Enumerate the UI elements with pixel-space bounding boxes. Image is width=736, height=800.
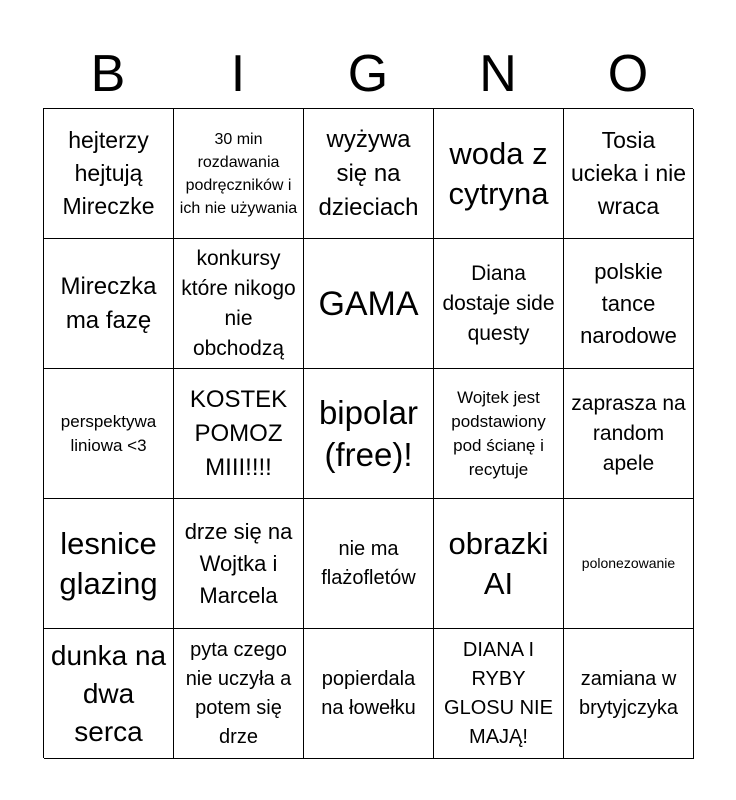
- cell-text: Diana dostaje side questy: [442, 261, 555, 345]
- bingo-cell[interactable]: [434, 499, 564, 629]
- bingo-cell[interactable]: [174, 499, 304, 629]
- cell-text: GAMA: [318, 284, 419, 323]
- cell-text: bipolar (free)!: [318, 393, 419, 473]
- bingo-cell[interactable]: [434, 239, 564, 369]
- cell-text: perspektywa liniowa <3: [60, 411, 157, 455]
- bingo-cell[interactable]: [44, 499, 174, 629]
- cell-text: dunka na dwa serca: [50, 639, 167, 747]
- cell-text: woda z cytryna: [448, 135, 549, 211]
- bingo-cell[interactable]: [564, 629, 694, 759]
- cell-text: Mireczka ma fazę: [60, 272, 157, 334]
- bingo-cell[interactable]: [174, 629, 304, 759]
- bingo-cell[interactable]: [44, 109, 174, 239]
- cell-text: polskie tance narodowe: [580, 258, 677, 348]
- cell-text: popierdala na łowełku: [321, 667, 416, 719]
- cell-text: zaprasza na random apele: [571, 391, 686, 475]
- header-letter-i: I: [230, 45, 246, 103]
- bingo-cell[interactable]: [174, 109, 304, 239]
- bingo-cell[interactable]: [564, 109, 694, 239]
- cell-text: wyżywa się na dzieciach: [318, 125, 419, 221]
- cell-text: Wojtek jest podstawiony pod ścianę i recytuje: [451, 387, 546, 479]
- bingo-cell[interactable]: [434, 629, 564, 759]
- bingo-cell[interactable]: [304, 369, 434, 499]
- bingo-cell[interactable]: [304, 109, 434, 239]
- bingo-cell[interactable]: [44, 629, 174, 759]
- cell-text: Tosia ucieka i nie wraca: [570, 127, 687, 219]
- bingo-cell[interactable]: [564, 499, 694, 629]
- cell-text: obrazki AI: [448, 525, 549, 601]
- cell-text: 30 min rozdawania podręczników i ich nie używania: [179, 130, 298, 217]
- bingo-cell[interactable]: [434, 109, 564, 239]
- header-letter-g: G: [347, 45, 389, 103]
- cell-text: nie ma flażofletów: [321, 537, 416, 589]
- bingo-cell[interactable]: [304, 629, 434, 759]
- bingo-cell[interactable]: [44, 369, 174, 499]
- bingo-cell[interactable]: [44, 239, 174, 369]
- cell-text: KOSTEK POMOZ MIII!!!!: [189, 385, 288, 481]
- header-letter-b: B: [90, 45, 126, 103]
- cell-text: pyta czego nie uczyła a potem się drze: [185, 638, 292, 748]
- bingo-header: [43, 40, 693, 108]
- cell-text: lesnice glazing: [59, 525, 158, 601]
- cell-text: hejterzy hejtują Mireczke: [62, 127, 155, 219]
- bingo-cell[interactable]: [564, 239, 694, 369]
- bingo-cell[interactable]: [564, 369, 694, 499]
- bingo-cell[interactable]: [434, 369, 564, 499]
- cell-text: zamiana w brytyjczyka: [579, 667, 678, 719]
- bingo-grid: [43, 108, 693, 758]
- bingo-cell[interactable]: [304, 239, 434, 369]
- cell-text: DIANA I RYBY GLOSU NIE MAJĄ!: [444, 638, 553, 748]
- cell-text: polonezowanie: [581, 555, 676, 571]
- header-letter-n: N: [479, 45, 517, 103]
- bingo-cell[interactable]: [304, 499, 434, 629]
- cell-text: drze się na Wojtka i Marcela: [184, 518, 293, 608]
- header-letter-o: O: [607, 45, 649, 103]
- bingo-cell[interactable]: [174, 369, 304, 499]
- bingo-cell[interactable]: [174, 239, 304, 369]
- cell-text: konkursy które nikogo nie obchodzą: [181, 246, 296, 360]
